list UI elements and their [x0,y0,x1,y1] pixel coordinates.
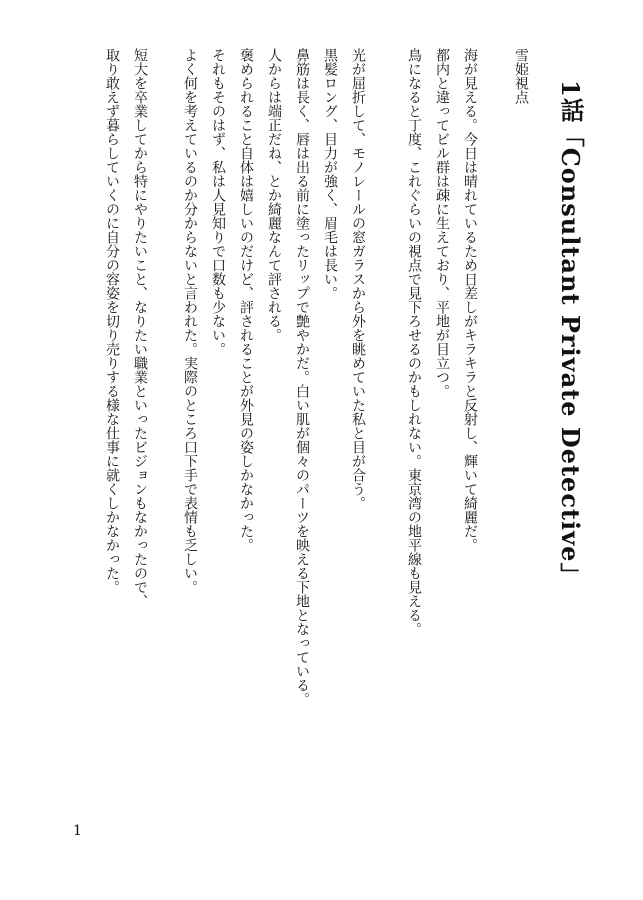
body-line-10: それもそのはず、私は人見知りで口数も少ない。 [210,48,226,356]
body-line-7: 鼻筋は長く、唇は出る前に塗ったリップで艶やかだ。白い肌が個々のパーツを映える下地となっている。 [294,48,310,706]
body-line-6: 黒髪ロング、目力が強く、眉毛は長い。 [322,48,338,300]
body-line-5: 光が屈折して、モノレールの窓ガラスから外を眺めていた私と目が合う。 [350,48,366,510]
chapter-title: 1話「Consultant Private Detective」 [556,80,585,588]
body-line-2: 都内と違ってビル群は疎に生えており、平地が目立つ。 [434,48,450,398]
body-line-1: 海が見える。今日は晴れているため日差しがキラキラと反射し、輝いて綺麗だ。 [462,48,478,552]
body-line-8: 人からは端正だね、とか綺麗なんて評される。 [266,48,282,342]
body-line-3: 鳥になると丁度、これぐらいの視点で見下ろせるのかもしれない。東京湾の地平線も見える。 [406,48,422,636]
body-line-13: 取り敢えず暮らしていくのに自分の容姿を切り売りする様な仕事に就くしかなかった。 [104,48,120,594]
page-number: 1 [73,823,82,839]
body-line-9: 褒められること自体は嬉しいのだけど、評されることが外見の姿しかなかった。 [238,48,254,552]
body-line-12: 短大を卒業してから特にやりたいこと、なりたい職業といったビジョンもなかったので、 [132,48,148,608]
body-line-11: よく何を考えているのか分からないと言われた。実際のところ口下手で表情も乏しい。 [182,48,198,594]
point-of-view-label: 雪姫視点 [513,48,529,104]
